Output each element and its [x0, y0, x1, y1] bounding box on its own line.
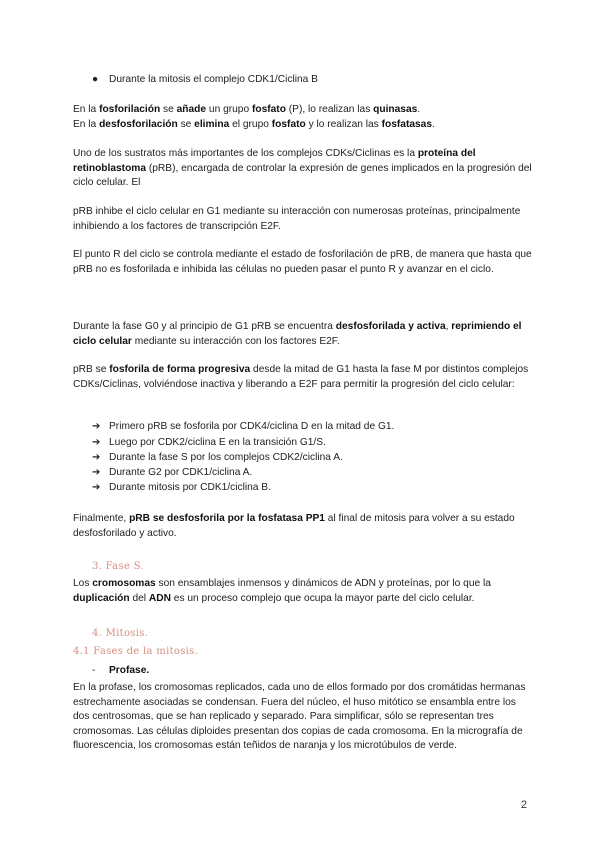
arrow-right-icon: ➔ [92, 437, 101, 448]
paragraph-profase: En la profase, los cromosomas replicados, cada uno de ellos formado por dos cromátidas hermanas estrechamente asociadas se condensan. Fuera del núcleo, el huso mitótico se ensambla entre los dos centrosomas, que se han replicado y separado. Para simplificar, sólo se representan tres cromosomas. Las células diploides presentan dos copias de cada cromosoma. En la micrografía de fluorescencia, los cromosomas están teñidos de naranja y los microtúbulos de verde. [73, 682, 526, 751]
paragraph-fosforilacion: En la fosforilación se añade un grupo fosfato (P), lo realizan las quinasas. [73, 104, 421, 115]
paragraph-g0: Durante la fase G0 y al principio de G1 pRB se encuentra desfosforilada y activa, reprimiendo el ciclo celular mediante su interacción con los factores E2F. [73, 321, 522, 347]
page-number: 2 [520, 799, 527, 811]
section-heading-fase-s: 3. Fase S. [92, 561, 144, 572]
arrow-right-icon: ➔ [92, 482, 101, 493]
paragraph-finalmente: Finalmente, pRB se desfosforila por la fosfatasa PP1 al final de mitosis para volver a su estado desfosforilado y activo. [73, 513, 515, 539]
paragraph-punto-r: El punto R del ciclo se controla mediante el estado de fosforilación de pRB, de manera que hasta que pRB no es fosforilada e inhibida las células no pueden pasar el punto R y avanzar en el ciclo. [73, 249, 532, 275]
arrow-item-4: ➔ Durante G2 por CDK1/ciclina A. [92, 466, 252, 481]
arrow-right-icon: ➔ [92, 467, 101, 478]
paragraph-fosforila-progresiva: pRB se fosforila de forma progresiva desde la mitad de G1 hasta la fase M por distintos complejos CDKs/Ciclinas, volviéndose inactiva y liberando a E2F para permitir la progresión del ciclo celular: [73, 364, 529, 390]
arrow-item-1: ➔ Primero pRB se fosforila por CDK4/ciclina D en la mitad de G1. [92, 420, 394, 435]
paragraph-desfosforilacion: En la desfosforilación se elimina el grupo fosfato y lo realizan las fosfatasas. [73, 119, 435, 130]
dash-item-profase: - Profase. [92, 664, 149, 679]
paragraph-prb-inhibe: pRB inhibe el ciclo celular en G1 mediante su interacción con numerosas proteínas, principalmente inhibiendo a los factores de transcripción E2F. [73, 206, 521, 232]
paragraph-cromosomas: Los cromosomas son ensamblajes inmensos y dinámicos de ADN y proteínas, por lo que la duplicación del ADN es un proceso complejo que ocupa la mayor parte del ciclo celular. [73, 578, 491, 604]
section-heading-mitosis: 4. Mitosis. [92, 628, 149, 639]
paragraph-sustratos: Uno de los sustratos más importantes de los complejos CDKs/Ciclinas es la proteína del retinoblastoma (pRB), encargada de controlar la expresión de genes implicados en la progresión del ciclo celular. El [73, 148, 532, 188]
arrow-item-3: ➔ Durante la fase S por los complejos CDK2/ciclina A. [92, 451, 343, 466]
arrow-right-icon: ➔ [92, 421, 101, 432]
arrow-item-2: ➔ Luego por CDK2/ciclina E en la transición G1/S. [92, 436, 326, 451]
bullet-item-cdk1: ● Durante la mitosis el complejo CDK1/Ciclina B [92, 73, 318, 88]
dash-icon: - [92, 665, 96, 676]
bullet-dot-icon: ● [92, 74, 99, 85]
subsection-heading-fases: 4.1 Fases de la mitosis. [73, 646, 199, 657]
arrow-right-icon: ➔ [92, 452, 101, 463]
arrow-item-5: ➔ Durante mitosis por CDK1/ciclina B. [92, 481, 271, 496]
